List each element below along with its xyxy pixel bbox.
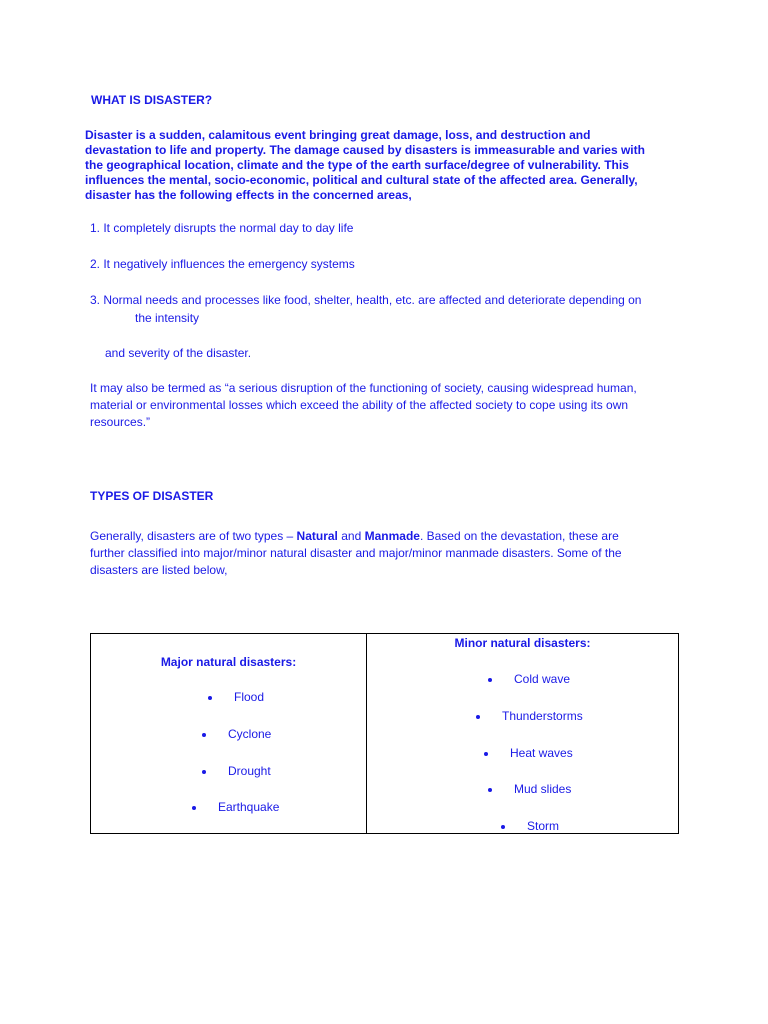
effect-item-2: 2. It negatively influences the emergency systems: [90, 257, 355, 271]
bullet-icon: [202, 733, 206, 737]
effect-item-1: 1. It completely disrupts the normal day to day life: [90, 221, 354, 235]
list-item-label: Cyclone: [228, 727, 272, 741]
heading-what-is-disaster: WHAT IS DISASTER?: [91, 93, 213, 107]
list-item: [202, 764, 271, 778]
bullet-icon: [484, 752, 488, 756]
natural-term: Natural: [296, 529, 338, 543]
definition-quote-paragraph: [90, 380, 710, 431]
bullet-icon: [208, 696, 212, 700]
bullet-icon: [501, 825, 505, 829]
list-item: [484, 746, 573, 760]
effect-item-3-continued: the intensity: [135, 311, 200, 325]
list-item: [488, 672, 570, 686]
definition-line: material or environmental losses which exceed the ability of the affected society to cope using its own: [90, 398, 629, 412]
list-item-label: Heat waves: [510, 746, 573, 760]
effect-item-3: 3. Normal needs and processes like food, shelter, health, etc. are affected and deteriorate depending on: [90, 293, 642, 307]
intro-line-1: [90, 528, 710, 545]
list-item: [501, 819, 559, 833]
intro-prefix: Generally, disasters are of two types –: [90, 529, 297, 543]
intro-line: disasters are listed below,: [90, 563, 228, 577]
disaster-definition-paragraph: [85, 128, 705, 203]
list-item: [488, 782, 571, 796]
list-item-label: Flood: [234, 690, 265, 704]
bullet-icon: [202, 770, 206, 774]
bullet-icon: [476, 715, 480, 719]
table-column-divider: [366, 634, 367, 833]
intro-suffix: . Based on the devastation, these are: [419, 529, 619, 543]
list-item-label: Cold wave: [514, 672, 571, 686]
bullet-icon: [488, 788, 492, 792]
list-item-label: Drought: [228, 764, 271, 778]
manmade-term: Manmade: [364, 529, 420, 543]
bullet-icon: [192, 806, 196, 810]
paragraph-line: disaster has the following effects in the concerned areas,: [85, 188, 412, 202]
list-item-label: Earthquake: [218, 800, 280, 814]
list-item: [192, 800, 279, 814]
intro-line: further classified into major/minor natural disaster and major/minor manmade disasters. Some of the: [90, 546, 622, 560]
list-item-label: Thunderstorms: [502, 709, 583, 723]
heading-types-of-disaster: TYPES OF DISASTER: [90, 489, 214, 503]
paragraph-line: Disaster is a sudden, calamitous event bringing great damage, loss, and destruction and: [85, 128, 591, 142]
definition-line: It may also be termed as “a serious disruption of the functioning of society, causing widespread human,: [90, 381, 637, 395]
list-item-label: Storm: [527, 819, 560, 833]
minor-natural-disasters-heading: Minor natural disasters:: [454, 636, 591, 650]
definition-line: resources.”: [90, 415, 151, 429]
paragraph-line: devastation to life and property. The damage caused by disasters is immeasurable and varies with: [85, 143, 645, 157]
disasters-table: [90, 633, 679, 834]
bullet-icon: [488, 678, 492, 682]
list-item: [202, 727, 271, 741]
list-item-label: Mud slides: [514, 782, 572, 796]
paragraph-line: influences the mental, socio-economic, political and cultural state of the affected area. Generally,: [85, 173, 638, 187]
and-word: and: [337, 529, 365, 543]
major-natural-disasters-heading: Major natural disasters:: [160, 655, 297, 669]
types-intro-paragraph: [90, 528, 710, 579]
effect-item-3-tail: and severity of the disaster.: [105, 346, 252, 360]
paragraph-line: the geographical location, climate and the type of the earth surface/degree of vulnerability. This: [85, 158, 629, 172]
list-item: [208, 690, 264, 704]
list-item: [476, 709, 583, 723]
